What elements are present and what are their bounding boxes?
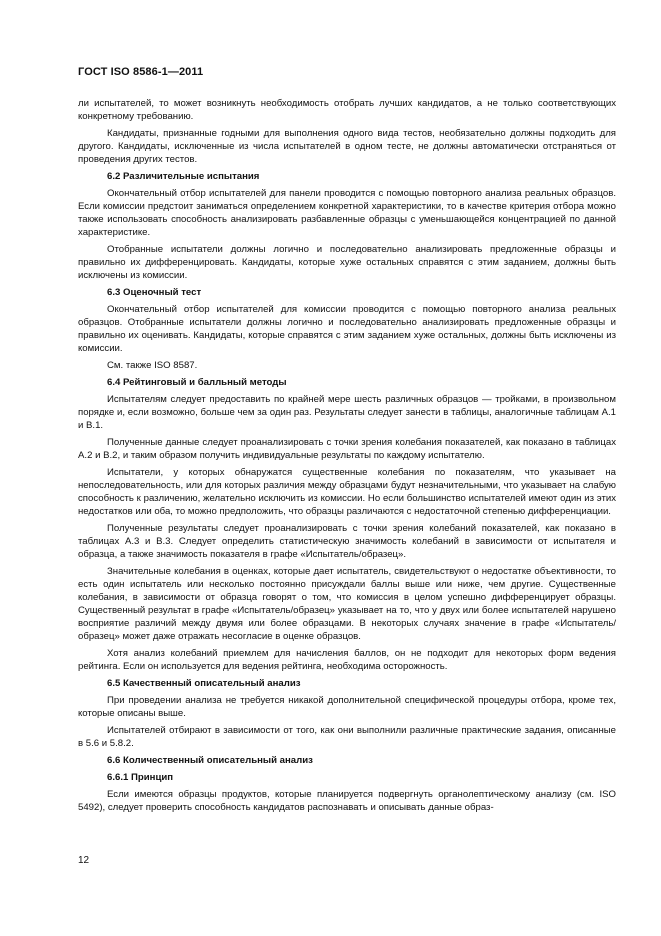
page-number: 12 [78,855,90,866]
section-heading-6-6-1: 6.6.1 Принцип [107,772,174,783]
paragraph: Значительные колебания в оценках, которые дает испытатель, свидетельствуют о недостатке объективности, то есть один испытатель или несколько постоянно присуждали баллы выше или ниже, чем другие. Существенные колебания, в зависимости от образца говорят о том, что комиссия в целом успешно дифференцирует образцы. Существенный результат в графе «Испытатель/образец» указывает на то, что у двух или более испытателей нарушено восприятие различий между двумя или более образцами. В некоторых случаях значение в графе «Испытатель/образец» может даже отражать несогласие в оценке образцов. [78,566,616,642]
paragraph: Полученные данные следует проанализировать с точки зрения колебания показателей, как показано в таблицах А.2 и В.2, и таким образом получить индивидуальные результаты по каждому испытателю. [78,437,616,461]
paragraph: Кандидаты, признанные годными для выполнения одного вида тестов, необязательно должны подходить для другого. Кандидаты, исключенные из числа испытателей в одном тесте, не должны автоматически отстраняться от проведения других тестов. [78,128,616,165]
section-heading-6-4: 6.4 Рейтинговый и балльный методы [107,377,287,388]
paragraph: Отобранные испытатели должны логично и последовательно анализировать предложенные образцы и правильно их дифференцировать. Кандидаты, которые хуже остальных справятся с этим заданием, должны быть исключены из комиссии. [78,244,616,281]
paragraph: См. также ISO 8587. [107,360,198,371]
paragraph: Если имеются образцы продуктов, которые планируется подвергнуть органолептическому анализу (см. ISO 5492), следует проверить способность кандидатов распознавать и описывать данные образ- [78,789,616,813]
paragraph: Хотя анализ колебаний приемлем для начисления баллов, он не подходит для некоторых форм ведения рейтинга. Если он используется для ведения рейтинга, необходима осторожность. [78,648,616,672]
paragraph: При проведении анализа не требуется никакой дополнительной специфической процедуры отбора, кроме тех, которые описаны выше. [78,695,616,719]
paragraph: Испытатели, у которых обнаружатся существенные колебания по показателям, что указывает на непоследовательность, или для которых различия между образцами будут незначительными, что указывает на слабую способность к различению, желательно исключить из комиссии. Но если большинство испытателей имеют один из этих недостатков или оба, то можно предположить, что образцы различаются с недостаточной степенью дифференциации. [78,467,616,517]
section-heading-6-2: 6.2 Различительные испытания [107,171,260,182]
paragraph: Испытателям следует предоставить по крайней мере шесть различных образцов — тройками, в произвольном порядке и, если возможно, больше чем за один раз. Результаты следует занести в таблицы, аналогичные таблицам А.1 и В.1. [78,394,616,431]
paragraph: Полученные результаты следует проанализировать с точки зрения колебаний показателей, как показано в таблицах А.3 и В.3. Следует определить статистическую значимость колебаний в зависимости от испытателя и образца, а также значимость показателя в графе «Испытатель/образец». [78,523,616,560]
paragraph: Испытателей отбирают в зависимости от того, как они выполнили различные практические задания, описанные в 5.6 и 5.8.2. [78,725,616,749]
section-heading-6-6: 6.6 Количественный описательный анализ [107,755,313,766]
document-body [78,97,616,818]
paragraph: Окончательный отбор испытателей для комиссии проводится с помощью повторного анализа реальных образцов. Отобранные испытатели должны логично и последовательно анализировать предложенные образцы и правильно их оценивать. Кандидаты, которые справятся с этим заданием хуже остальных, должны быть исключены из комиссии. [78,304,616,354]
paragraph: Окончательный отбор испытателей для панели проводится с помощью повторного анализа реальных образцов. Если комиссии предстоит заниматься определением конкретной характеристики, то в качестве критерия отбора можно также использовать способность анализировать разбавленные образцы с уменьшающейся концентрацией по данной характеристике. [78,188,616,238]
document-header-title: ГОСТ ISO 8586-1—2011 [78,66,204,78]
paragraph-continued: ли испытателей, то может возникнуть необходимость отобрать лучших кандидатов, а не только соответствующих конкретному требованию. [78,98,616,122]
section-heading-6-5: 6.5 Качественный описательный анализ [107,678,301,689]
section-heading-6-3: 6.3 Оценочный тест [107,287,202,298]
